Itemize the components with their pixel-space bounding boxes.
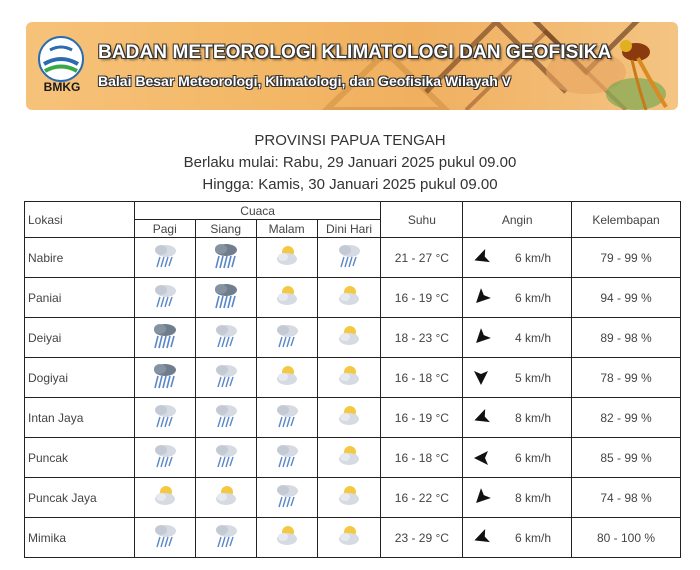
table-row	[25, 438, 681, 478]
partly-cloudy-icon	[211, 500, 241, 514]
temperature-cell: 23 - 29 °C	[381, 518, 463, 558]
wind-speed: 8 km/h	[515, 411, 552, 425]
rain-light-icon	[150, 260, 180, 274]
location-name: Paniai	[25, 278, 135, 318]
wind-direction-icon	[473, 450, 489, 469]
header-wind: Angin	[463, 202, 572, 238]
wind-direction-icon	[473, 410, 489, 429]
weather-cell	[134, 518, 195, 558]
wind-speed: 6 km/h	[515, 251, 552, 265]
location-name: Intan Jaya	[25, 398, 135, 438]
valid-until: Hingga: Kamis, 30 Januari 2025 pukul 09.00	[202, 176, 498, 193]
weather-cell	[134, 358, 195, 398]
wind-direction-icon	[473, 490, 489, 509]
wind-speed: 6 km/h	[515, 451, 552, 465]
weather-cell	[256, 238, 317, 278]
header-temperature: Suhu	[381, 202, 463, 238]
partly-cloudy-icon	[334, 340, 364, 354]
humidity-cell: 85 - 99 %	[572, 438, 681, 478]
wind-speed: 6 km/h	[515, 531, 552, 545]
rain-light-icon	[211, 420, 241, 434]
partly-cloudy-icon	[334, 540, 364, 554]
table-row	[25, 278, 681, 318]
rain-heavy-icon	[211, 260, 241, 274]
weather-cell	[195, 238, 256, 278]
wind-speed: 6 km/h	[515, 291, 552, 305]
rain-light-icon	[211, 340, 241, 354]
wind-cell	[463, 398, 572, 438]
weather-cell	[317, 478, 381, 518]
table-row	[25, 398, 681, 438]
header-banner	[26, 22, 678, 110]
weather-cell	[256, 278, 317, 318]
wind-direction-icon	[473, 370, 489, 389]
rain-light-icon	[150, 300, 180, 314]
partly-cloudy-icon	[272, 260, 302, 274]
location-name: Puncak	[25, 438, 135, 478]
partly-cloudy-icon	[334, 380, 364, 394]
weather-cell	[317, 358, 381, 398]
forecast-table	[24, 201, 681, 558]
location-name: Dogiyai	[25, 358, 135, 398]
humidity-cell: 80 - 100 %	[572, 518, 681, 558]
valid-from: Berlaku mulai: Rabu, 29 Januari 2025 pukul 09.00	[183, 154, 517, 171]
humidity-cell: 94 - 99 %	[572, 278, 681, 318]
rain-light-icon	[211, 380, 241, 394]
temperature-cell: 16 - 19 °C	[381, 398, 463, 438]
humidity-cell: 78 - 99 %	[572, 358, 681, 398]
wind-direction-icon	[473, 330, 489, 349]
province-title: PROVINSI PAPUA TENGAH	[254, 132, 446, 149]
wind-cell	[463, 478, 572, 518]
wind-speed: 8 km/h	[515, 491, 552, 505]
office-name: Balai Besar Meteorologi, Klimatologi, dan Geofisika Wilayah V	[98, 73, 511, 89]
temperature-cell: 16 - 18 °C	[381, 358, 463, 398]
table-row	[25, 518, 681, 558]
weather-cell	[134, 478, 195, 518]
weather-cell	[317, 518, 381, 558]
weather-cell	[317, 278, 381, 318]
wind-cell	[463, 358, 572, 398]
temperature-cell: 18 - 23 °C	[381, 318, 463, 358]
weather-cell	[195, 438, 256, 478]
wind-speed: 4 km/h	[515, 331, 552, 345]
weather-cell	[256, 478, 317, 518]
weather-cell	[195, 358, 256, 398]
temperature-cell: 16 - 22 °C	[381, 478, 463, 518]
rain-heavy-icon	[211, 300, 241, 314]
humidity-cell: 82 - 99 %	[572, 398, 681, 438]
weather-cell	[256, 438, 317, 478]
humidity-cell: 89 - 98 %	[572, 318, 681, 358]
rain-heavy-icon	[150, 380, 180, 394]
forecast-titles	[0, 130, 700, 196]
header-weather: Cuaca	[134, 202, 381, 220]
temperature-cell: 16 - 18 °C	[381, 438, 463, 478]
wind-cell	[463, 518, 572, 558]
partly-cloudy-icon	[272, 380, 302, 394]
humidity-cell: 79 - 99 %	[572, 238, 681, 278]
weather-cell	[195, 278, 256, 318]
rain-heavy-icon	[150, 340, 180, 354]
temperature-cell: 16 - 19 °C	[381, 278, 463, 318]
location-name: Mimika	[25, 518, 135, 558]
rain-light-icon	[272, 500, 302, 514]
weather-cell	[317, 438, 381, 478]
weather-cell	[256, 358, 317, 398]
rain-light-icon	[150, 420, 180, 434]
weather-cell	[195, 398, 256, 438]
location-name: Deiyai	[25, 318, 135, 358]
temperature-cell: 21 - 27 °C	[381, 238, 463, 278]
weather-cell	[317, 318, 381, 358]
rain-light-icon	[272, 460, 302, 474]
agency-name: BADAN METEOROLOGI KLIMATOLOGI DAN GEOFISIKA	[98, 42, 612, 63]
weather-cell	[317, 238, 381, 278]
wind-speed: 5 km/h	[515, 371, 552, 385]
table-row	[25, 358, 681, 398]
header-humidity: Kelembapan	[572, 202, 681, 238]
weather-cell	[134, 398, 195, 438]
table-row	[25, 238, 681, 278]
header-dini-hari: Dini Hari	[317, 220, 381, 238]
wind-direction-icon	[473, 290, 489, 309]
rain-light-icon	[150, 460, 180, 474]
banner-decoration	[26, 22, 678, 110]
partly-cloudy-icon	[150, 500, 180, 514]
partly-cloudy-icon	[334, 460, 364, 474]
weather-cell	[317, 398, 381, 438]
header-siang: Siang	[195, 220, 256, 238]
table-row	[25, 318, 681, 358]
partly-cloudy-icon	[334, 300, 364, 314]
wind-direction-icon	[473, 250, 489, 269]
weather-cell	[134, 318, 195, 358]
rain-light-icon	[211, 540, 241, 554]
logo-text: BMKG	[43, 80, 81, 94]
weather-cell	[134, 238, 195, 278]
weather-cell	[256, 398, 317, 438]
location-name: Puncak Jaya	[25, 478, 135, 518]
weather-cell	[195, 518, 256, 558]
weather-cell	[134, 438, 195, 478]
partly-cloudy-icon	[272, 300, 302, 314]
header-pagi: Pagi	[134, 220, 195, 238]
weather-cell	[195, 318, 256, 358]
rain-light-icon	[334, 260, 364, 274]
wind-direction-icon	[473, 530, 489, 549]
wind-cell	[463, 318, 572, 358]
partly-cloudy-icon	[272, 540, 302, 554]
weather-cell	[134, 278, 195, 318]
partly-cloudy-icon	[334, 420, 364, 434]
wind-cell	[463, 278, 572, 318]
rain-light-icon	[150, 540, 180, 554]
humidity-cell: 74 - 98 %	[572, 478, 681, 518]
weather-cell	[195, 478, 256, 518]
rain-light-icon	[272, 340, 302, 354]
partly-cloudy-icon	[334, 500, 364, 514]
rain-light-icon	[211, 460, 241, 474]
weather-cell	[256, 318, 317, 358]
weather-cell	[256, 518, 317, 558]
header-malam: Malam	[256, 220, 317, 238]
wind-cell	[463, 238, 572, 278]
rain-light-icon	[272, 420, 302, 434]
table-row	[25, 478, 681, 518]
location-name: Nabire	[25, 238, 135, 278]
header-location: Lokasi	[25, 202, 135, 238]
wind-cell	[463, 438, 572, 478]
